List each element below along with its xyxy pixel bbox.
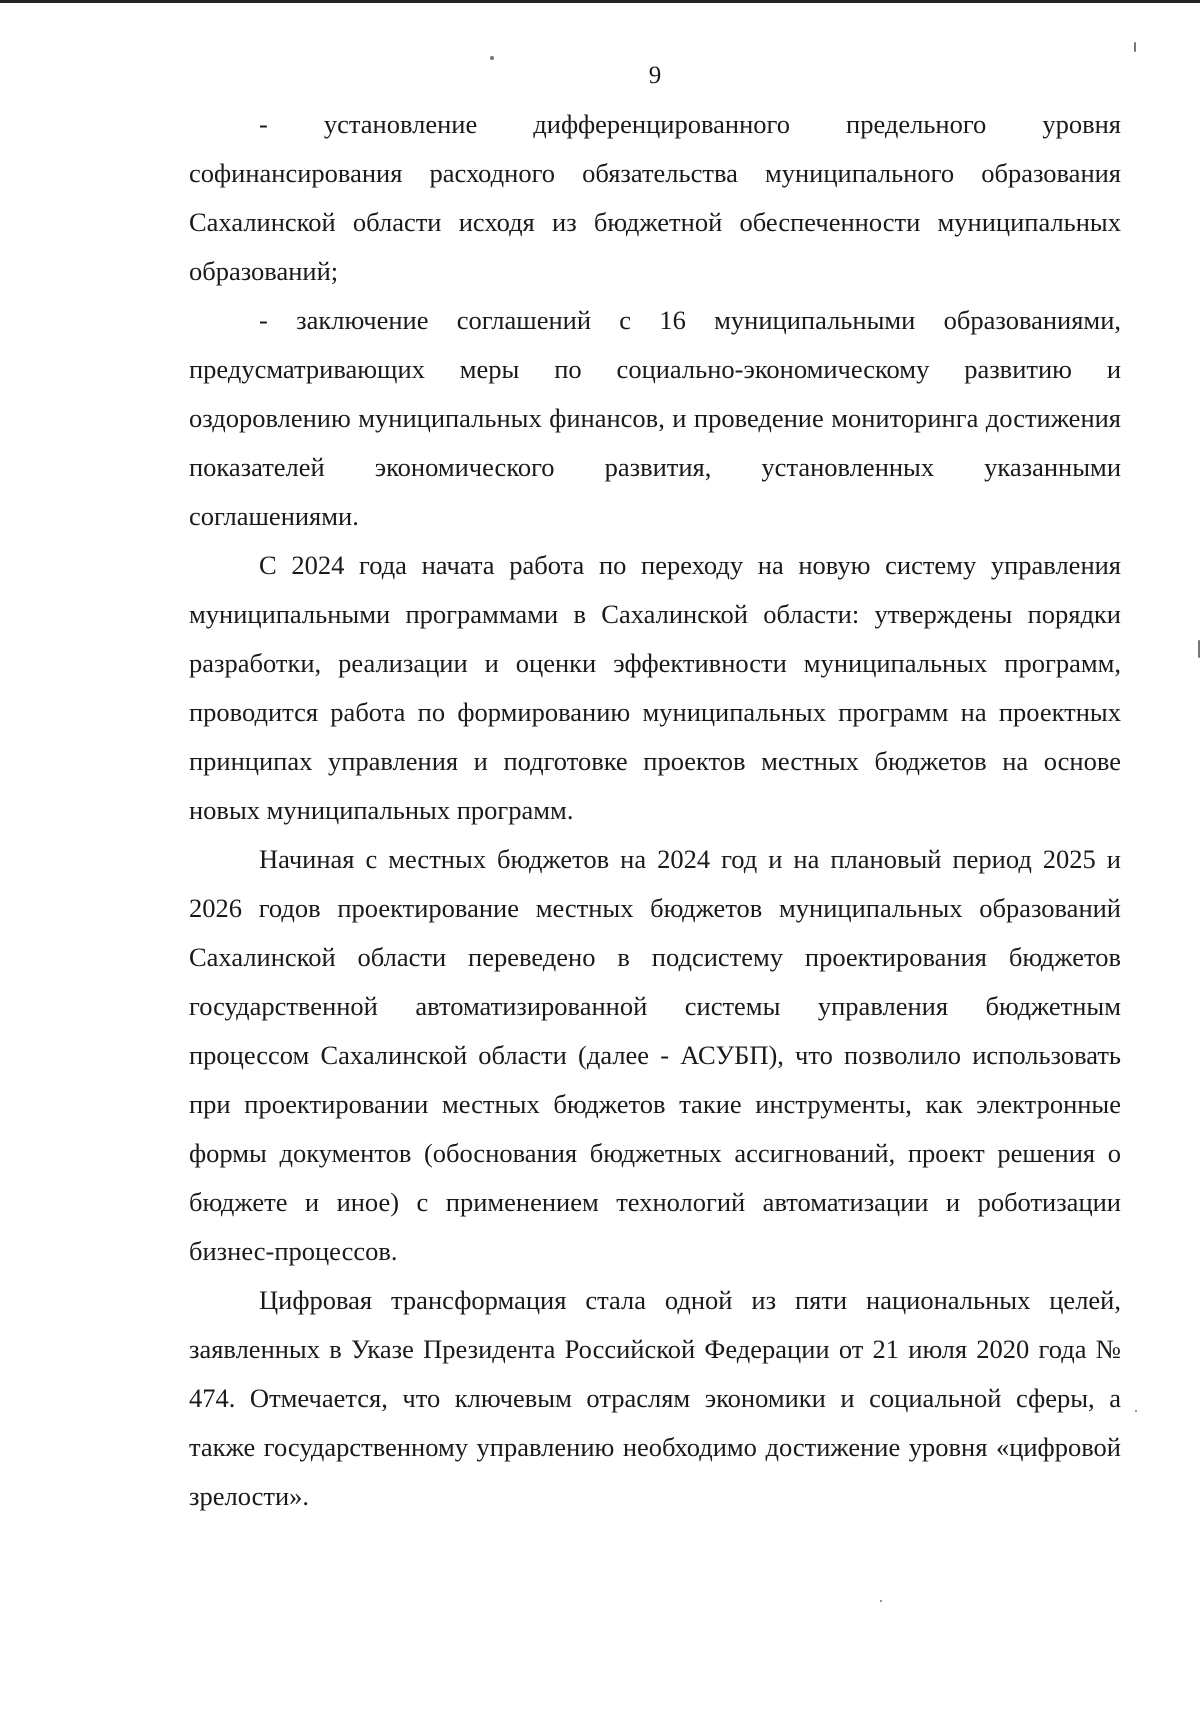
paragraph-municipal-programs: С 2024 года начата работа по переходу на новую систему управления муниципальными программами в Сахалинской области: утверждены порядки разработки, реализации и оценки эффективности муниципальных программ, проводится работа по формированию муниципальных программ на проектных принципах управления и подготовке проектов местных бюджетов на основе новых муниципальных программ. xyxy=(189,550,1121,825)
scan-speck xyxy=(1135,1410,1137,1412)
scan-speck xyxy=(880,1600,882,1602)
scan-speck xyxy=(490,56,494,60)
document-body xyxy=(189,100,1121,1521)
paragraph-bullet-agreements: - заключение соглашений с 16 муниципальными образованиями, предусматривающих меры по социально-экономическому развитию и оздоровлению муниципальных финансов, и проведение мониторинга достижения показателей экономического развития, установленных указанными соглашениями. xyxy=(189,305,1121,531)
top-border-line xyxy=(0,0,1200,3)
paragraph-digital-transformation: Цифровая трансформация стала одной из пяти национальных целей, заявленных в Указе Президента Российской Федерации от 21 июля 2020 года № 474. Отмечается, что ключевым отраслям экономики и социальной сферы, а также государственному управлению необходимо достижение уровня «цифровой зрелости». xyxy=(189,1285,1121,1511)
paragraph-budget-design: Начиная с местных бюджетов на 2024 год и на плановый период 2025 и 2026 годов проектирование местных бюджетов муниципальных образований Сахалинской области переведено в подсистему проектирования бюджетов государственной автоматизированной системы управления бюджетным процессом Сахалинской области (далее - АСУБП), что позволило использовать при проектировании местных бюджетов такие инструменты, как электронные формы документов (обоснования бюджетных ассигнований, проект решения о бюджете и иное) с применением технологий автоматизации и роботизации бизнес-процессов. xyxy=(189,844,1121,1266)
scan-speck xyxy=(1134,42,1136,52)
page-number: 9 xyxy=(648,62,662,89)
paragraph-bullet-cofinancing: - установление дифференцированного предельного уровня софинансирования расходного обязательства муниципального образования Сахалинской области исходя из бюджетной обеспеченности муниципальных образований; xyxy=(189,109,1121,286)
